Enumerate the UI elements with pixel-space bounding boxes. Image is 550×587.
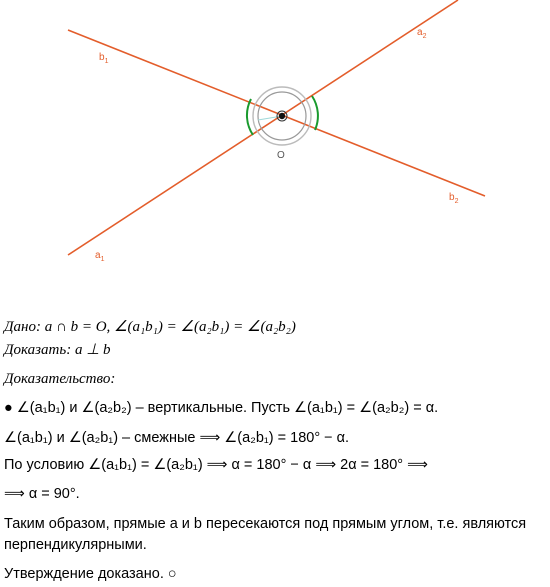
prove-line [4,340,549,360]
intersection-point [279,113,285,119]
prove-formula: a ⊥ b [74,342,111,358]
label-b1: $b_1$ [99,52,109,65]
proof-line-1: ● ∠(a₁b₁) и ∠(a₂b₂) – вертикальные. Пусть ∠(a₁b₁) = ∠(a₂b₂) = α. [4,400,439,416]
line-a [68,0,458,255]
proof-label: Доказательство: [4,371,116,387]
proof-line-3: По условию ∠(a₁b₁) = ∠(a₂b₁) ⟹ α = 180° − α ⟹ 2α = 180° ⟹ [4,457,428,473]
label-a2: $a_2$ [417,27,427,40]
prove-label: Доказать: [4,342,72,358]
label-b2: $b_2$ [449,192,459,205]
proof-conclusion: Утверждение доказано. ○ [4,566,177,582]
line-b [68,30,485,196]
given-formula: a ∩ b = O, ∠(a₁b₁) = ∠(a₂b₁) = ∠(a₂b₂) [44,319,296,335]
angle-arc-left [247,99,253,135]
given-label: Дано: [4,319,41,335]
label-a1: $a_1$ [95,250,105,263]
label-o: O [277,150,285,161]
proof-line-4: ⟹ α = 90°. [4,486,80,502]
proof-line-6: перпендикулярными. [4,537,147,553]
angle-arc-right [312,96,318,130]
given-line [4,317,549,337]
proof-line-2: ∠(a₁b₁) и ∠(a₂b₁) – смежные ⟹ ∠(a₂b₁) = 180° − α. [4,430,350,446]
proof-line-5: Таким образом, прямые a и b пересекаются под прямым углом, т.е. являются [4,516,527,532]
